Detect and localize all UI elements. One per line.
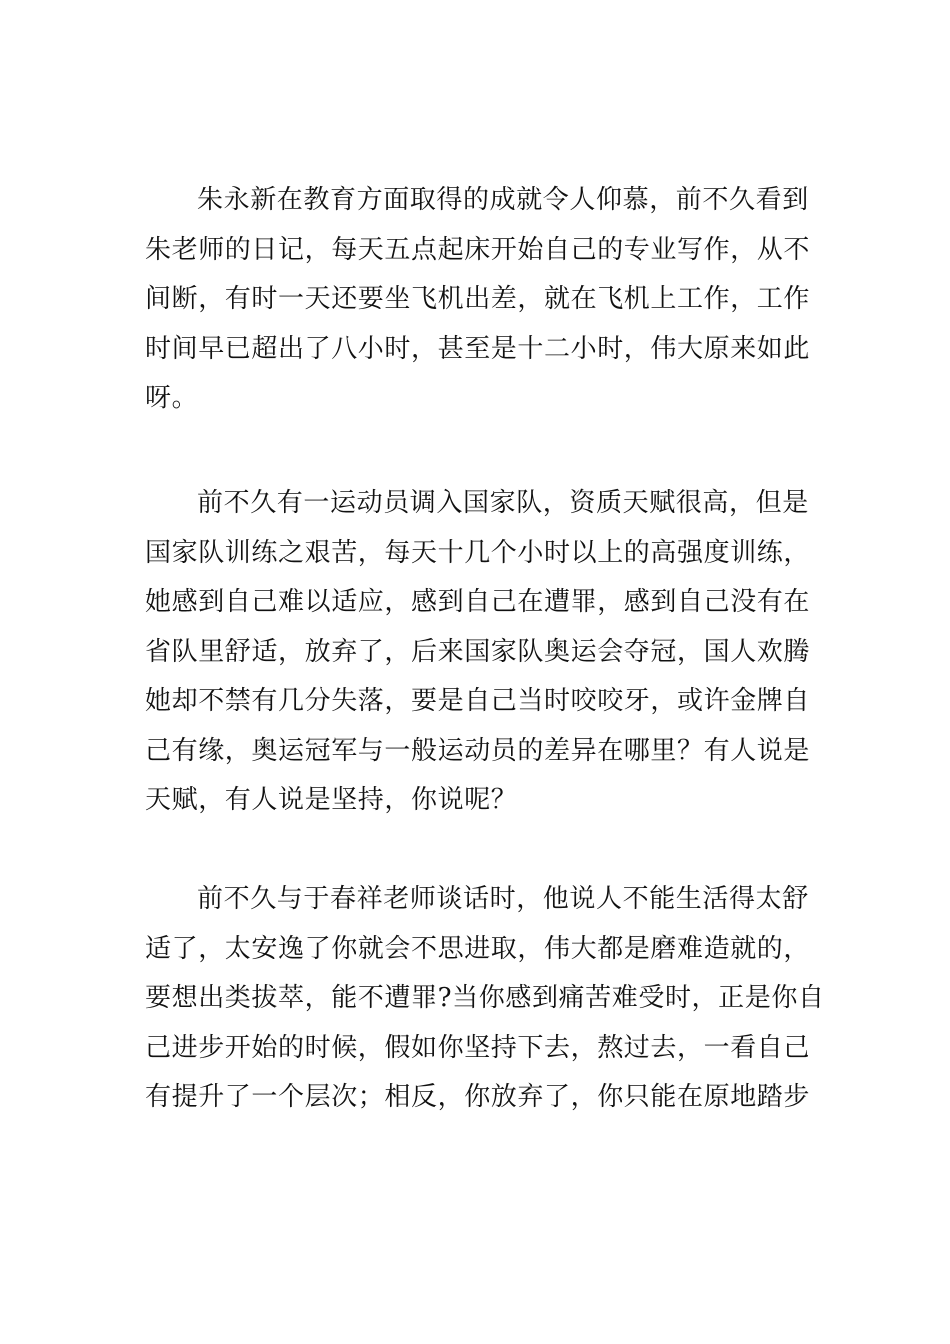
paragraph-line: 国家队训练之艰苦，每天十几个小时以上的高强度训练，	[145, 537, 811, 568]
paragraph-3	[145, 875, 825, 1123]
paragraph-line: 朱永新在教育方面取得的成就令人仰慕，前不久看到	[197, 185, 809, 215]
paragraph-line: 呀。	[145, 383, 199, 413]
paragraph-1	[145, 176, 811, 424]
paragraph-line: 己进步开始的时候，假如你坚持下去，熬过去，一看自己	[145, 1032, 811, 1063]
paragraph-line: 时间早已超出了八小时，甚至是十二小时，伟大原来如此	[145, 333, 811, 364]
paragraph-line: 天赋，有人说是坚持，你说呢？	[145, 785, 518, 815]
paragraph-line: 间断，有时一天还要坐飞机出差，就在飞机上工作，工作	[145, 284, 811, 314]
paragraph-2	[145, 479, 811, 826]
paragraph-line: 要想出类拔萃，能不遭罪?当你感到痛苦难受时，正是你自	[145, 983, 825, 1013]
paragraph-line: 她却不禁有几分失落，要是自己当时咬咬牙，或许金牌自	[145, 686, 811, 716]
paragraph-line: 有提升了一个层次；相反，你放弃了，你只能在原地踏步	[145, 1082, 811, 1112]
paragraph-line: 适了，太安逸了你就会不思进取，伟大都是磨难造就的，	[145, 933, 811, 964]
paragraph-line: 她感到自己难以适应，感到自己在遭罪，感到自己没有在	[145, 587, 811, 617]
paragraph-line: 前不久有一运动员调入国家队，资质天赋很高，但是	[197, 488, 809, 518]
paragraph-line: 己有缘，奥运冠军与一般运动员的差异在哪里？有人说是	[145, 735, 811, 766]
paragraph-line: 前不久与于春祥老师谈话时，他说人不能生活得太舒	[197, 884, 809, 914]
paragraph-line: 省队里舒适，放弃了，后来国家队奥运会夺冠，国人欢腾	[145, 636, 811, 667]
paragraph-line: 朱老师的日记，每天五点起床开始自己的专业写作，从不	[145, 234, 811, 265]
